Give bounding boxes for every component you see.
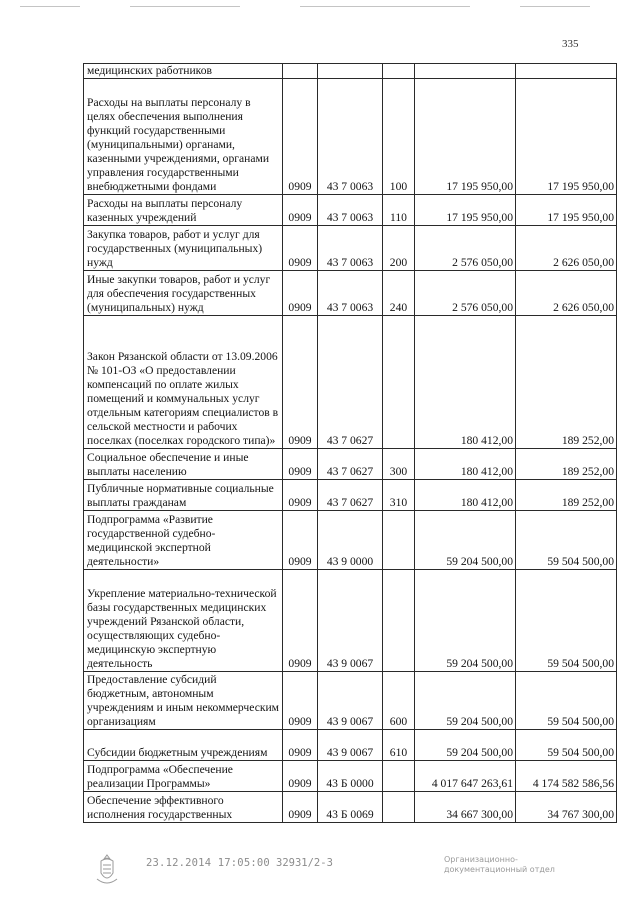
table-row (84, 480, 617, 511)
row-name: Закупка товаров, работ и услуг для государственных (муниципальных) нужд (84, 226, 283, 271)
row-amount-second-year: 59 504 500,00 (516, 570, 617, 672)
budget-table (83, 63, 617, 823)
row-target-article: 43 Б 0069 (318, 792, 383, 823)
row-target-article: 43 9 0000 (318, 511, 383, 570)
row-section-code: 0909 (283, 449, 318, 480)
row-target-article: 43 7 0063 (318, 226, 383, 271)
row-expense-type: 240 (383, 271, 415, 316)
row-name: Подпрограмма «Обеспечение реализации Программы» (84, 761, 283, 792)
page-number: 335 (562, 38, 579, 50)
row-target-article: 43 9 0067 (318, 570, 383, 672)
row-amount-second-year: 59 504 500,00 (516, 672, 617, 730)
scan-artifact-line (520, 6, 590, 7)
table-row (84, 511, 617, 570)
row-target-article: 43 9 0067 (318, 672, 383, 730)
row-target-article (318, 64, 383, 79)
table-row (84, 792, 617, 823)
scan-artifact-line (20, 6, 80, 7)
footer-department: Организационно-документационный отдел (444, 855, 555, 874)
row-name: Закон Рязанской области от 13.09.2006 № 101-ОЗ «О предоставлении компенсаций по оплате жилых помещений и коммунальных услуг отдельным категориям специалистов в сельской местности и рабочих поселках (поселках городского типа)» (84, 316, 283, 449)
row-amount-second-year: 34 767 300,00 (516, 792, 617, 823)
row-expense-type (383, 792, 415, 823)
table-row (84, 226, 617, 271)
coat-of-arms-icon (94, 853, 120, 887)
row-expense-type: 200 (383, 226, 415, 271)
row-amount-first-year: 34 667 300,00 (415, 792, 516, 823)
row-section-code: 0909 (283, 730, 318, 761)
row-amount-first-year: 59 204 500,00 (415, 672, 516, 730)
row-section-code: 0909 (283, 570, 318, 672)
row-target-article: 43 7 0063 (318, 271, 383, 316)
row-amount-first-year: 4 017 647 263,61 (415, 761, 516, 792)
table-row (84, 570, 617, 672)
row-expense-type: 300 (383, 449, 415, 480)
row-name: медицинских работников (84, 64, 283, 79)
row-expense-type (383, 761, 415, 792)
row-amount-first-year: 59 204 500,00 (415, 730, 516, 761)
table-row (84, 316, 617, 449)
row-amount-first-year: 17 195 950,00 (415, 79, 516, 195)
row-target-article: 43 9 0067 (318, 730, 383, 761)
row-target-article: 43 Б 0000 (318, 761, 383, 792)
footer (0, 855, 640, 895)
row-expense-type: 610 (383, 730, 415, 761)
scan-artifact-line (300, 6, 470, 7)
table-row (84, 761, 617, 792)
footer-timestamp: 23.12.2014 17:05:00 (146, 857, 270, 869)
row-amount-first-year: 17 195 950,00 (415, 195, 516, 226)
row-expense-type: 310 (383, 480, 415, 511)
row-amount-second-year: 2 626 050,00 (516, 226, 617, 271)
row-section-code (283, 64, 318, 79)
row-amount-second-year: 17 195 950,00 (516, 195, 617, 226)
row-section-code: 0909 (283, 792, 318, 823)
row-section-code: 0909 (283, 271, 318, 316)
row-amount-first-year: 2 576 050,00 (415, 271, 516, 316)
row-section-code: 0909 (283, 511, 318, 570)
row-expense-type (383, 64, 415, 79)
row-name: Обеспечение эффективного исполнения государственных (84, 792, 283, 823)
row-amount-first-year: 180 412,00 (415, 316, 516, 449)
row-target-article: 43 7 0063 (318, 79, 383, 195)
row-target-article: 43 7 0627 (318, 316, 383, 449)
row-name: Социальное обеспечение и иные выплаты населению (84, 449, 283, 480)
row-amount-second-year: 17 195 950,00 (516, 79, 617, 195)
table-row (84, 271, 617, 316)
row-name: Подпрограмма «Развитие государственной судебно-медицинской экспертной деятельности» (84, 511, 283, 570)
row-section-code: 0909 (283, 480, 318, 511)
row-name: Предоставление субсидий бюджетным, автономным учреждениям и иным некоммерческим организациям (84, 672, 283, 730)
row-section-code: 0909 (283, 672, 318, 730)
row-expense-type: 600 (383, 672, 415, 730)
row-amount-second-year: 59 504 500,00 (516, 511, 617, 570)
row-amount-second-year: 4 174 582 586,56 (516, 761, 617, 792)
row-section-code: 0909 (283, 79, 318, 195)
row-target-article: 43 7 0063 (318, 195, 383, 226)
row-expense-type (383, 570, 415, 672)
row-expense-type (383, 316, 415, 449)
row-amount-first-year: 180 412,00 (415, 480, 516, 511)
row-amount-first-year (415, 64, 516, 79)
row-name: Расходы на выплаты персоналу в целях обеспечения выполнения функций государственными (муниципальными) органами, казенными учреждениями, органами управления государственными внебюджетными фондами (84, 79, 283, 195)
row-expense-type: 100 (383, 79, 415, 195)
row-amount-first-year: 180 412,00 (415, 449, 516, 480)
row-name: Укрепление материально-технической базы государственных медицинских учреждений Рязанской области, осуществляющих судебно-медицинскую экспертную деятельность (84, 570, 283, 672)
table-row (84, 195, 617, 226)
row-name: Иные закупки товаров, работ и услуг для обеспечения государственных (муниципальных) нужд (84, 271, 283, 316)
row-section-code: 0909 (283, 761, 318, 792)
row-name: Субсидии бюджетным учреждениям (84, 730, 283, 761)
row-amount-second-year: 2 626 050,00 (516, 271, 617, 316)
scan-artifact-line (130, 6, 240, 7)
row-section-code: 0909 (283, 195, 318, 226)
budget-table-body (84, 64, 617, 823)
row-amount-second-year: 189 252,00 (516, 480, 617, 511)
row-amount-second-year: 189 252,00 (516, 449, 617, 480)
row-name: Расходы на выплаты персоналу казенных учреждений (84, 195, 283, 226)
row-section-code: 0909 (283, 226, 318, 271)
table-row (84, 672, 617, 730)
row-amount-first-year: 59 204 500,00 (415, 570, 516, 672)
row-target-article: 43 7 0627 (318, 449, 383, 480)
row-amount-second-year: 189 252,00 (516, 316, 617, 449)
table-row (84, 730, 617, 761)
row-name: Публичные нормативные социальные выплаты гражданам (84, 480, 283, 511)
row-section-code: 0909 (283, 316, 318, 449)
footer-document-number: 32931/2-3 (276, 857, 333, 869)
row-amount-first-year: 2 576 050,00 (415, 226, 516, 271)
table-row (84, 449, 617, 480)
row-target-article: 43 7 0627 (318, 480, 383, 511)
row-amount-second-year: 59 504 500,00 (516, 730, 617, 761)
row-expense-type (383, 511, 415, 570)
table-row (84, 64, 617, 79)
row-amount-first-year: 59 204 500,00 (415, 511, 516, 570)
row-amount-second-year (516, 64, 617, 79)
row-expense-type: 110 (383, 195, 415, 226)
table-row (84, 79, 617, 195)
